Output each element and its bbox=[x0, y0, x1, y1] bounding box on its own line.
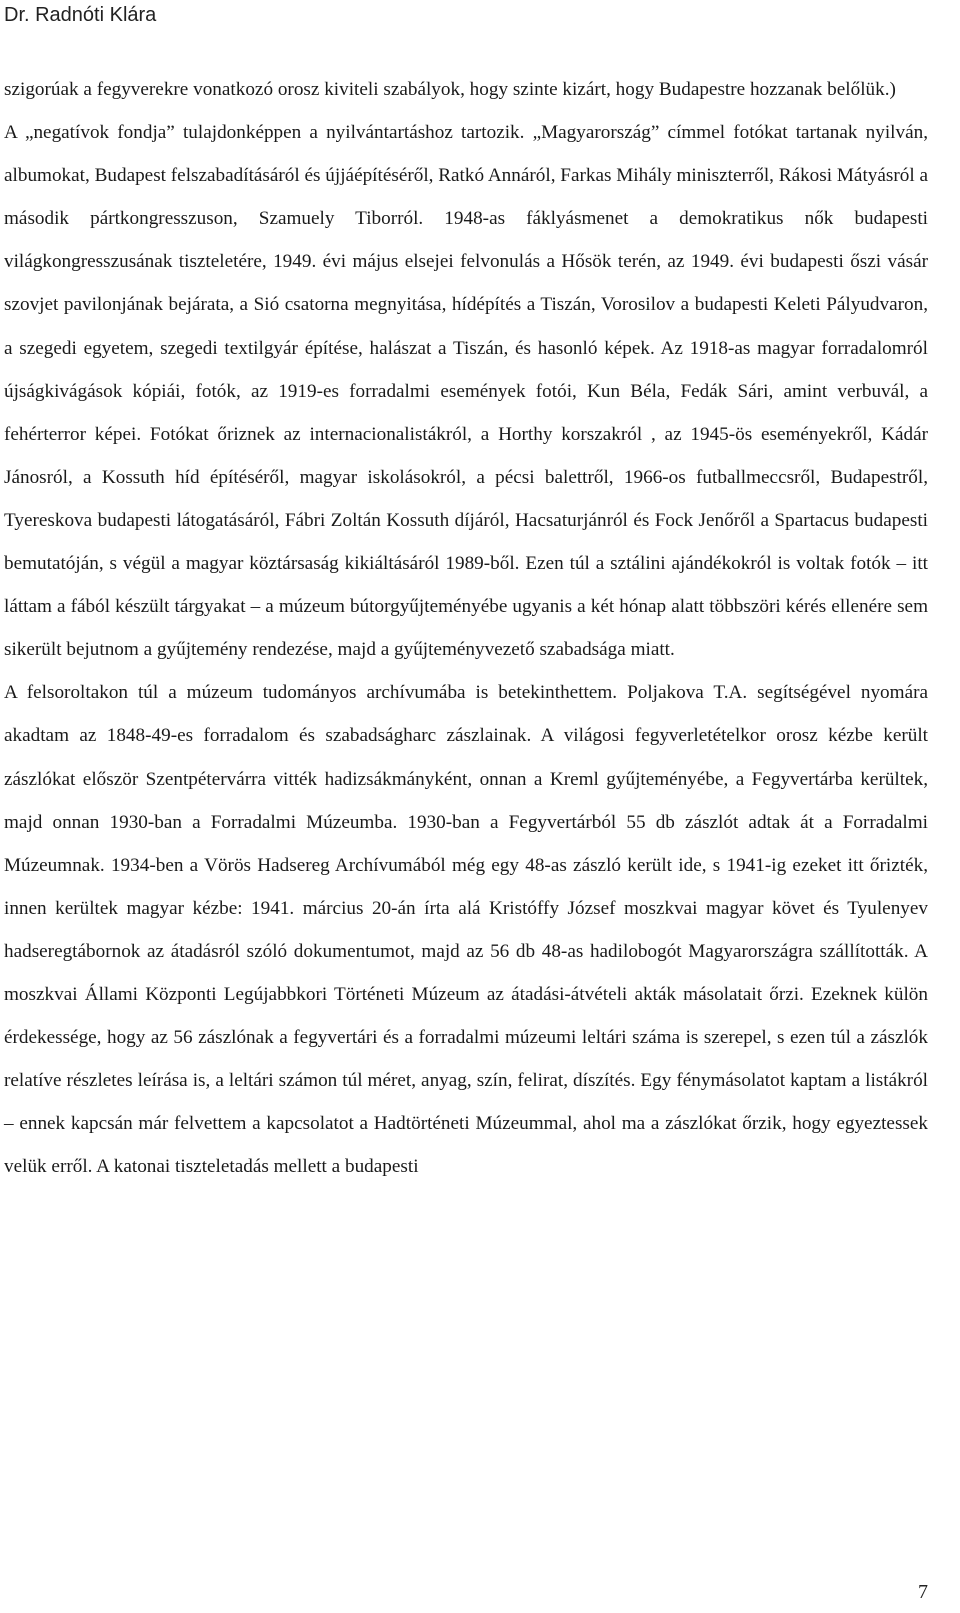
body-text bbox=[4, 68, 928, 1188]
paragraph-1: szigorúak a fegyverekre vonatkozó orosz kiviteli szabályok, hogy szinte kizárt, hogy Budapestre hozzanak belőlük.) bbox=[4, 79, 896, 100]
paragraph-2: A „negatívok fondja” tulajdonképpen a nyilvántartáshoz tartozik. „Magyarország” címmel fotókat tartanak nyilván, albumokat, Budapest felszabadításáról és újjáépítéséről, Ratkó Annáról, Farkas Mihály miniszterről, Rákosi Mátyásról a második pártkongresszuson, Szamuely Tiborról. 1948-as fáklyásmenet a demokratikus nők budapesti világkongresszusának tiszteletére, 1949. évi május elsejei felvonulás a Hősök terén, az 1949. évi budapesti őszi vásár szovjet pavilonjának bejárata, a Sió csatorna megnyitása, hídépítés a Tiszán, Vorosilov a budapesti Keleti Pályudvaron, a szegedi egyetem, szegedi textilgyár építése, halászat a Tiszán, és hasonló képek. Az 1918-as magyar forradalomról újságkivágások kópiái, fotók, az 1919-es forradalmi események fotói, Kun Béla, Fedák Sári, amint verbuvál, a fehérterror képei. Fotókat őriznek az internacionalistákról, a Horthy korszakról , az 1945-ös eseményekről, Kádár Jánosról, a Kossuth híd építéséről, magyar iskolásokról, a pécsi balettről, 1966-os futballmeccsről, Budapestről, Tyereskova budapesti látogatásáról, Fábri Zoltán Kossuth díjáról, Hacsaturjánról és Fock Jenőről a Spartacus budapesti bemutatóján, s végül a magyar köztársaság kikiáltásáról 1989-ből. Ezen túl a sztálini ajándékokról is voltak fotók – itt láttam a fából készült tárgyakat – a múzeum bútorgyűjteményébe ugyanis a két hónap alatt többszöri kérés ellenére sem sikerült bejutnom a gyűjtemény rendezése, majd a gyűjteményvezető szabadsága miatt. bbox=[4, 122, 928, 661]
page-number: 7 bbox=[918, 1581, 928, 1603]
running-header-author: Dr. Radnóti Klára bbox=[4, 4, 157, 26]
paragraph-3: A felsoroltakon túl a múzeum tudományos archívumába is betekinthettem. Poljakova T.A. segítségével nyomára akadtam az 1848-49-es forradalom és szabadságharc zászlainak. A világosi fegyverletételkor orosz kézbe került zászlókat először Szentpétervárra vitték hadizsákmányként, onnan a Kreml gyűjteményébe, a Fegyvertárba kerültek, majd onnan 1930-ban a Forradalmi Múzeumba. 1930-ban a Fegyvertárból 55 db zászlót adtak át a Forradalmi Múzeumnak. 1934-ben a Vörös Hadsereg Archívumából még egy 48-as zászló került ide, s 1941-ig ezeket itt őrizték, innen kerültek magyar kézbe: 1941. március 20-án írta alá Kristóffy József moszkvai magyar követ és Tyulenyev hadseregtábornok az átadásról szóló dokumentumot, majd az 56 db 48-as hadilobogót Magyarországra szállították. A moszkvai Állami Központi Legújabbkori Történeti Múzeum az átadási-átvételi akták másolatait őrzi. Ezeknek külön érdekessége, hogy az 56 zászlónak a fegyvertári és a forradalmi múzeumi leltári száma is szerepel, s ezen túl a zászlók relatíve részletes leírása is, a leltári számon túl méret, anyag, szín, felirat, díszítés. Egy fénymásolatot kaptam a listákról – ennek kapcsán már felvettem a kapcsolatot a Hadtörténeti Múzeummal, ahol ma a zászlókat őrzik, hogy egyeztessek velük erről. A katonai tiszteletadás mellett a budapesti bbox=[4, 682, 928, 1178]
